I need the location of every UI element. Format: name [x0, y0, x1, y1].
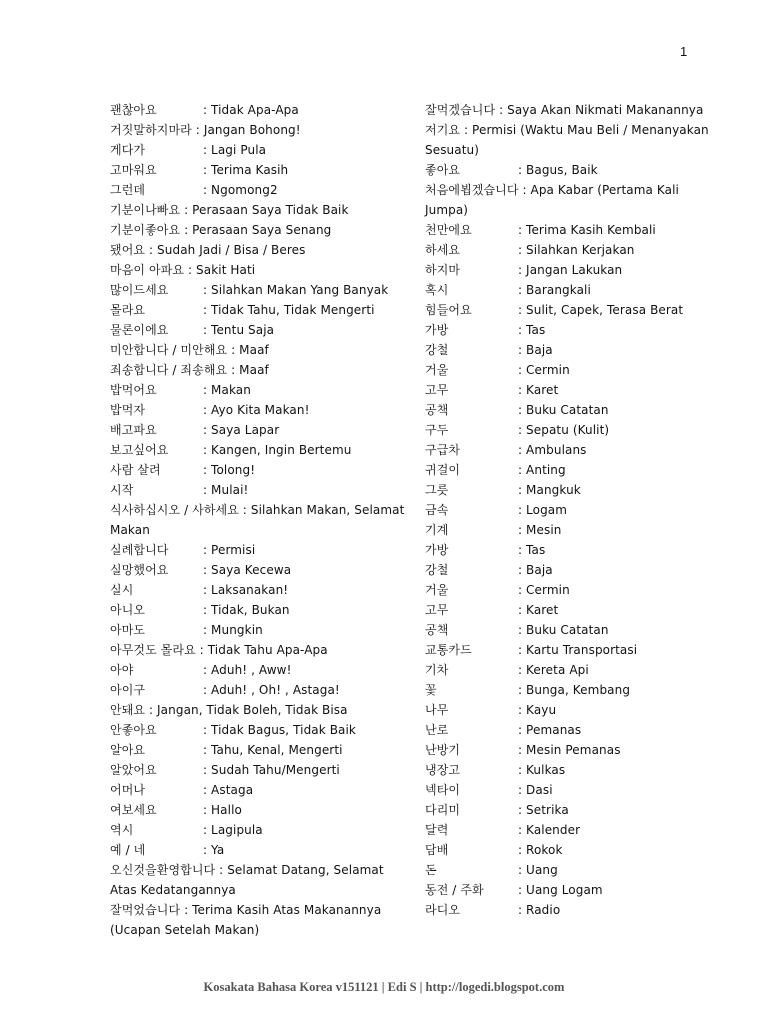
vocab-entry: 오신것을환영합니다 : Selamat Datang, Selamat Atas Kedatangannya: [110, 863, 384, 897]
korean-term: 많이드세요: [110, 283, 169, 297]
korean-term: 담배: [425, 843, 449, 857]
vocab-entry: [110, 320, 410, 340]
vocab-entry: [425, 860, 725, 880]
indonesian-meaning: : Lagi Pula: [203, 143, 267, 157]
korean-term: 공책: [425, 623, 449, 637]
indonesian-meaning: : Tidak Apa-Apa: [203, 103, 299, 117]
korean-term: 좋아요: [425, 163, 461, 177]
vocab-entry: [110, 560, 410, 580]
korean-term: 실례합니다: [110, 543, 169, 557]
korean-term: 밥먹어요: [110, 383, 157, 397]
vocab-entry: [425, 220, 725, 240]
indonesian-meaning: : Jangan Lakukan: [518, 263, 623, 277]
vocab-entry: [110, 740, 410, 760]
indonesian-meaning: : Aduh! , Oh! , Astaga!: [203, 683, 340, 697]
vocab-entry: 기분이나빠요 : Perasaan Saya Tidak Baik: [110, 203, 349, 217]
indonesian-meaning: : Buku Catatan: [518, 403, 609, 417]
indonesian-meaning: : Karet: [518, 383, 559, 397]
korean-term: 귀걸이: [425, 463, 461, 477]
vocab-entry: [425, 900, 725, 920]
korean-term: 알았어요: [110, 763, 157, 777]
indonesian-meaning: : Saya Kecewa: [203, 563, 292, 577]
indonesian-meaning: : Uang Logam: [518, 883, 603, 897]
korean-term: 아야: [110, 663, 134, 677]
indonesian-meaning: : Kereta Api: [518, 663, 589, 677]
indonesian-meaning: : Cermin: [518, 583, 570, 597]
vocab-entry: [425, 700, 725, 720]
indonesian-meaning: : Permisi: [203, 543, 256, 557]
vocab-entry: [425, 160, 725, 180]
vocab-entry: [110, 160, 410, 180]
vocab-entry: [110, 620, 410, 640]
indonesian-meaning: : Anting: [518, 463, 566, 477]
vocab-entry: [110, 280, 410, 300]
korean-term: 다리미: [425, 803, 461, 817]
vocab-entry: [425, 840, 725, 860]
korean-term: 알아요: [110, 743, 146, 757]
korean-term: 하세요: [425, 243, 461, 257]
korean-term: 어머나: [110, 783, 146, 797]
indonesian-meaning: : Tas: [518, 323, 546, 337]
vocab-entry: 처음에뵙겠습니다 : Apa Kabar (Pertama Kali Jumpa): [425, 183, 679, 217]
indonesian-meaning: : Saya Lapar: [203, 423, 280, 437]
indonesian-meaning: : Mulai!: [203, 483, 249, 497]
korean-term: 몰라요: [110, 303, 146, 317]
indonesian-meaning: : Hallo: [203, 803, 242, 817]
indonesian-meaning: : Sulit, Capek, Terasa Berat: [518, 303, 684, 317]
vocab-entry: [425, 420, 725, 440]
page-number: 1: [680, 44, 688, 59]
indonesian-meaning: : Astaga: [203, 783, 254, 797]
korean-term: 강철: [425, 343, 449, 357]
indonesian-meaning: : Kartu Transportasi: [518, 643, 638, 657]
vocab-entry: [425, 280, 725, 300]
vocab-entry: [425, 540, 725, 560]
korean-term: 고무: [425, 603, 449, 617]
korean-term: 나무: [425, 703, 449, 717]
vocab-entry: [425, 660, 725, 680]
vocab-entry: 잘먹었습니다 : Terima Kasih Atas Makanannya (Ucapan Setelah Makan): [110, 903, 382, 937]
vocab-entry: [110, 140, 410, 160]
indonesian-meaning: : Kulkas: [518, 763, 566, 777]
vocab-entry: [425, 360, 725, 380]
indonesian-meaning: : Kayu: [518, 703, 557, 717]
indonesian-meaning: : Mesin Pemanas: [518, 743, 621, 757]
vocab-entry: [110, 300, 410, 320]
indonesian-meaning: : Tahu, Kenal, Mengerti: [203, 743, 343, 757]
korean-term: 아이구: [110, 683, 146, 697]
korean-term: 기계: [425, 523, 449, 537]
vocab-entry: [110, 100, 410, 120]
korean-term: 여보세요: [110, 803, 157, 817]
right-vocab-column: [425, 100, 725, 920]
korean-term: 혹시: [425, 283, 449, 297]
indonesian-meaning: : Setrika: [518, 803, 569, 817]
korean-term: 고무: [425, 383, 449, 397]
korean-term: 실시: [110, 583, 134, 597]
korean-term: 꽃: [425, 683, 437, 697]
korean-term: 게다가: [110, 143, 146, 157]
indonesian-meaning: : Kangen, Ingin Bertemu: [203, 443, 352, 457]
page-footer: Kosakata Bahasa Korea v151121 | Edi S | http://logedi.blogspot.com: [203, 980, 565, 994]
korean-term: 아니오: [110, 603, 146, 617]
vocab-entry: 저기요 : Permisi (Waktu Mau Beli / Menanyakan Sesuatu): [425, 123, 709, 157]
korean-term: 실망했어요: [110, 563, 169, 577]
vocab-entry: [110, 580, 410, 600]
korean-term: 시작: [110, 483, 134, 497]
vocab-entry: [110, 540, 410, 560]
vocab-entry: [425, 820, 725, 840]
korean-term: 그릇: [425, 483, 449, 497]
vocab-entry: [110, 800, 410, 820]
indonesian-meaning: : Pemanas: [518, 723, 582, 737]
vocab-entry: 기분이좋아요 : Perasaan Saya Senang: [110, 223, 332, 237]
vocab-entry: [425, 580, 725, 600]
indonesian-meaning: : Ambulans: [518, 443, 587, 457]
korean-term: 하지마: [425, 263, 461, 277]
vocab-entry: [425, 320, 725, 340]
indonesian-meaning: : Tidak Tahu, Tidak Mengerti: [203, 303, 375, 317]
indonesian-meaning: : Silahkan Makan Yang Banyak: [203, 283, 389, 297]
vocab-entry: [425, 300, 725, 320]
vocab-entry: [110, 660, 410, 680]
vocab-entry: 마음이 아파요 : Sakit Hati: [110, 263, 256, 277]
indonesian-meaning: : Barangkali: [518, 283, 591, 297]
vocab-entry: [110, 760, 410, 780]
vocab-entry: [425, 720, 725, 740]
korean-term: 거울: [425, 583, 449, 597]
vocab-entry: [425, 640, 725, 660]
vocab-entry: [425, 520, 725, 540]
korean-term: 가방: [425, 323, 449, 337]
indonesian-meaning: : Uang: [518, 863, 558, 877]
korean-term: 힘들어요: [425, 303, 472, 317]
korean-term: 밥먹자: [110, 403, 146, 417]
korean-term: 공책: [425, 403, 449, 417]
indonesian-meaning: : Terima Kasih Kembali: [518, 223, 656, 237]
indonesian-meaning: : Kalender: [518, 823, 581, 837]
indonesian-meaning: : Buku Catatan: [518, 623, 609, 637]
korean-term: 기차: [425, 663, 449, 677]
vocab-entry: [110, 440, 410, 460]
vocab-entry: [425, 760, 725, 780]
vocab-entry: [110, 380, 410, 400]
korean-term: 그런데: [110, 183, 146, 197]
vocab-entry: [110, 680, 410, 700]
vocab-entry: [110, 420, 410, 440]
indonesian-meaning: : Baja: [518, 343, 553, 357]
korean-term: 천만에요: [425, 223, 472, 237]
korean-term: 난로: [425, 723, 449, 737]
indonesian-meaning: : Silahkan Kerjakan: [518, 243, 635, 257]
vocab-entry: [425, 780, 725, 800]
vocab-entry: 미안합니다 / 미안해요 : Maaf: [110, 343, 269, 357]
korean-term: 냉장고: [425, 763, 461, 777]
korean-term: 아마도: [110, 623, 146, 637]
indonesian-meaning: : Radio: [518, 903, 561, 917]
vocab-entry: [425, 400, 725, 420]
indonesian-meaning: : Sudah Tahu/Mengerti: [203, 763, 340, 777]
korean-term: 거울: [425, 363, 449, 377]
indonesian-meaning: : Baja: [518, 563, 553, 577]
vocab-entry: [110, 720, 410, 740]
korean-term: 라디오: [425, 903, 461, 917]
indonesian-meaning: : Aduh! , Aww!: [203, 663, 292, 677]
vocab-entry: [110, 840, 410, 860]
korean-term: 돈: [425, 863, 437, 877]
korean-term: 달력: [425, 823, 449, 837]
korean-term: 고마워요: [110, 163, 157, 177]
korean-term: 보고싶어요: [110, 443, 169, 457]
vocab-entry: [425, 380, 725, 400]
korean-term: 교통카드: [425, 643, 472, 657]
vocab-entry: [425, 440, 725, 460]
indonesian-meaning: : Terima Kasih: [203, 163, 289, 177]
vocab-entry: [110, 460, 410, 480]
indonesian-meaning: : Logam: [518, 503, 568, 517]
vocab-entry: 죄송합니다 / 죄송해요 : Maaf: [110, 363, 269, 377]
indonesian-meaning: : Cermin: [518, 363, 570, 377]
korean-term: 금속: [425, 503, 449, 517]
indonesian-meaning: : Lagipula: [203, 823, 263, 837]
vocab-entry: [110, 820, 410, 840]
vocab-entry: 거짓말하지마라 : Jangan Bohong!: [110, 123, 301, 137]
korean-term: 강철: [425, 563, 449, 577]
vocab-entry: [425, 560, 725, 580]
korean-term: 배고파요: [110, 423, 157, 437]
vocab-entry: [110, 400, 410, 420]
vocab-entry: 됐어요 : Sudah Jadi / Bisa / Beres: [110, 243, 306, 257]
korean-term: 사람 살려: [110, 463, 161, 477]
indonesian-meaning: : Dasi: [518, 783, 553, 797]
indonesian-meaning: : Ayo Kita Makan!: [203, 403, 310, 417]
korean-term: 가방: [425, 543, 449, 557]
vocab-entry: [110, 180, 410, 200]
vocab-entry: [425, 240, 725, 260]
korean-term: 괜찮아요: [110, 103, 157, 117]
korean-term: 동전 / 주화: [425, 883, 484, 897]
vocab-entry: [425, 480, 725, 500]
vocab-entry: [425, 620, 725, 640]
korean-term: 안좋아요: [110, 723, 157, 737]
indonesian-meaning: : Tentu Saja: [203, 323, 275, 337]
indonesian-meaning: : Tidak, Bukan: [203, 603, 290, 617]
indonesian-meaning: : Bunga, Kembang: [518, 683, 631, 697]
indonesian-meaning: : Ya: [203, 843, 225, 857]
vocab-entry: 식사하십시오 / 사하세요 : Silahkan Makan, Selamat Makan: [110, 503, 405, 537]
korean-term: 넥타이: [425, 783, 461, 797]
korean-term: 구두: [425, 423, 449, 437]
vocab-entry: [425, 880, 725, 900]
vocab-entry: [425, 340, 725, 360]
indonesian-meaning: : Ngomong2: [203, 183, 278, 197]
vocab-entry: [425, 680, 725, 700]
indonesian-meaning: : Mungkin: [203, 623, 263, 637]
indonesian-meaning: : Tas: [518, 543, 546, 557]
indonesian-meaning: : Rokok: [518, 843, 563, 857]
vocab-entry: 잘먹겠습니다 : Saya Akan Nikmati Makanannya: [425, 103, 704, 117]
indonesian-meaning: : Makan: [203, 383, 251, 397]
indonesian-meaning: : Mesin: [518, 523, 562, 537]
vocab-entry: [425, 800, 725, 820]
indonesian-meaning: : Tidak Bagus, Tidak Baik: [203, 723, 356, 737]
indonesian-meaning: : Karet: [518, 603, 559, 617]
vocab-entry: [425, 500, 725, 520]
vocab-entry: [110, 480, 410, 500]
korean-term: 예 / 네: [110, 843, 146, 857]
vocab-entry: [110, 780, 410, 800]
indonesian-meaning: : Bagus, Baik: [518, 163, 598, 177]
indonesian-meaning: : Mangkuk: [518, 483, 581, 497]
vocab-entry: [110, 600, 410, 620]
korean-term: 역시: [110, 823, 134, 837]
vocab-entry: 아무것도 몰라요 : Tidak Tahu Apa-Apa: [110, 643, 328, 657]
korean-term: 구급차: [425, 443, 461, 457]
korean-term: 물론이에요: [110, 323, 169, 337]
vocab-entry: [425, 460, 725, 480]
vocab-entry: [425, 260, 725, 280]
left-vocab-column: [110, 100, 410, 940]
vocab-entry: 안돼요 : Jangan, Tidak Boleh, Tidak Bisa: [110, 703, 348, 717]
indonesian-meaning: : Laksanakan!: [203, 583, 289, 597]
indonesian-meaning: : Sepatu (Kulit): [518, 423, 610, 437]
korean-term: 난방기: [425, 743, 461, 757]
vocab-entry: [425, 740, 725, 760]
vocab-entry: [425, 600, 725, 620]
indonesian-meaning: : Tolong!: [203, 463, 256, 477]
